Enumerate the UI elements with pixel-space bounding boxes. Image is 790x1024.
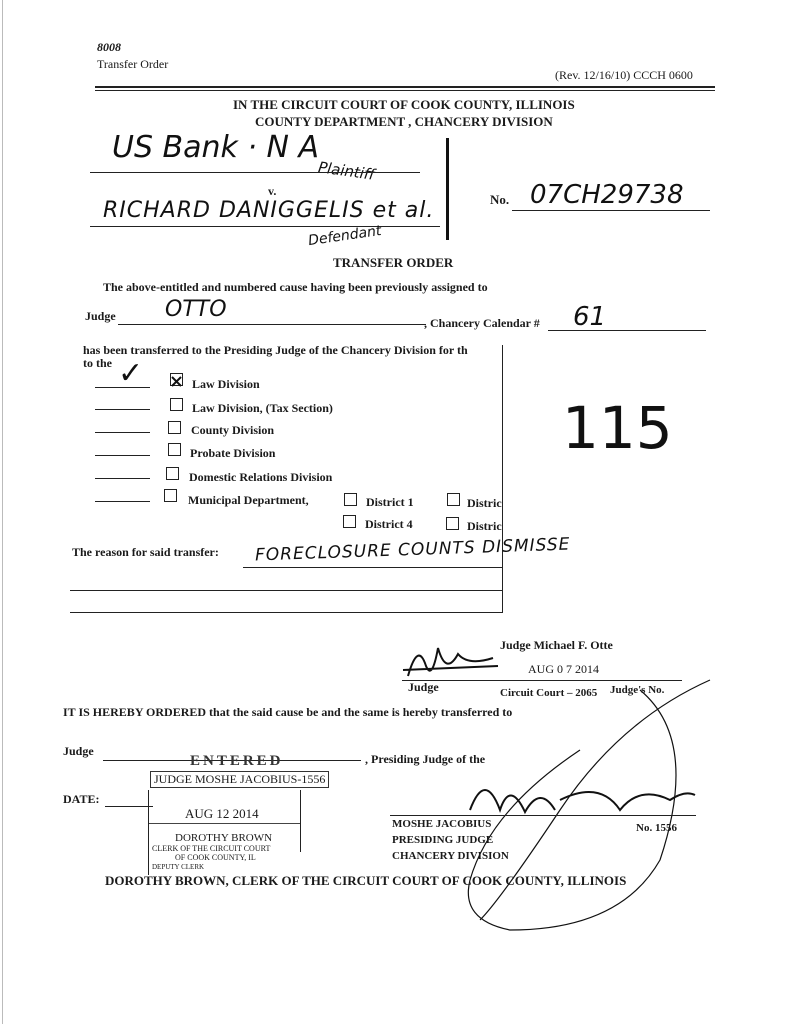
division-law: Law Division xyxy=(192,377,260,391)
assigned-judge-line xyxy=(118,324,426,325)
checkbox-x-icon xyxy=(171,376,182,387)
presiding-label: , Presiding Judge of the xyxy=(365,752,486,766)
probate-division-checkbox[interactable] xyxy=(168,443,181,456)
county-division-checkbox[interactable] xyxy=(168,421,181,434)
hand-check-mark: ✓ xyxy=(118,356,144,391)
reason-label: The reason for said transfer: xyxy=(72,545,219,559)
versus: v. xyxy=(268,184,277,198)
case-number-line xyxy=(512,210,710,211)
presiding-title-2: CHANCERY DIVISION xyxy=(392,850,509,862)
judge-no-label: Judge's No. xyxy=(610,684,665,696)
calendar-number: 61 xyxy=(573,302,607,332)
presiding-name: MOSHE JACOBIUS xyxy=(392,818,492,830)
ordered-judge-label: Judge xyxy=(63,744,94,758)
judge-label: Judge xyxy=(85,309,116,323)
clerk-footer: DOROTHY BROWN, CLERK OF THE CIRCUIT COURT OF COOK COUNTY, ILLINOIS xyxy=(105,873,627,888)
form-right-border xyxy=(502,345,503,613)
stamp-clerk-line-1: CLERK OF THE CIRCUIT COURT xyxy=(152,844,271,853)
district-1-checkbox[interactable] xyxy=(344,493,357,506)
judge-signature-name: Judge Michael F. Otte xyxy=(500,638,613,652)
circuit-court-no: Circuit Court – 2065 xyxy=(500,687,598,699)
law-tax-checkbox[interactable] xyxy=(170,398,183,411)
to-the-label: to the xyxy=(83,356,112,370)
law-division-checkbox[interactable] xyxy=(170,373,183,386)
division-probate: Probate Division xyxy=(190,446,276,460)
transferred-line: has been transferred to the Presiding Judge of the Chancery Division for th xyxy=(83,343,468,357)
district-5-label: Distric xyxy=(467,519,502,533)
district-2-label: Distric xyxy=(467,496,502,510)
court-line-2: COUNTY DEPARTMENT , CHANCERY DIVISION xyxy=(255,114,553,129)
presiding-title-1: PRESIDING JUDGE xyxy=(392,834,494,846)
stamp-clerk-name: DOROTHY BROWN xyxy=(175,832,273,844)
district-4-checkbox[interactable] xyxy=(343,515,356,528)
plaintiff-label: Plaintiff xyxy=(317,158,376,184)
district-5-checkbox[interactable] xyxy=(446,517,459,530)
assigned-judge: OTTO xyxy=(165,297,227,322)
division-county: County Division xyxy=(191,423,275,437)
district-2-checkbox[interactable] xyxy=(447,493,460,506)
judge-signature-date: AUG 0 7 2014 xyxy=(528,662,599,676)
calendar-line xyxy=(548,330,706,331)
domestic-relations-checkbox[interactable] xyxy=(166,467,179,480)
stamp-entered: ENTERED xyxy=(190,753,284,769)
presiding-no: No. 1556 xyxy=(636,822,677,834)
defendant-name: RICHARD DANIGGELIS et al. xyxy=(103,198,435,223)
margin-note: 115 xyxy=(562,394,673,462)
case-number: 07CH29738 xyxy=(530,180,684,210)
plaintiff-line xyxy=(90,172,420,173)
stamp-deputy: DEPUTY CLERK xyxy=(152,863,205,871)
assignment-intro: The above-entitled and numbered cause having been previously assigned to xyxy=(103,280,488,294)
division-municipal: Municipal Department, xyxy=(188,493,309,507)
defendant-line xyxy=(90,226,440,227)
date-label: DATE: xyxy=(63,792,100,806)
district-1-label: District 1 xyxy=(366,495,414,509)
reason-text: FORECLOSURE COUNTS DISMISSE xyxy=(254,534,571,566)
presiding-judge-signature xyxy=(440,660,720,940)
header-rule-thin xyxy=(95,90,715,91)
caption-divider xyxy=(446,138,449,240)
municipal-department-checkbox[interactable] xyxy=(164,489,177,502)
division-law-tax: Law Division, (Tax Section) xyxy=(192,401,333,415)
ordered-text: IT IS HEREBY ORDERED that the said cause be and the same is hereby transferred to xyxy=(63,705,513,719)
district-4-label: District 4 xyxy=(365,517,413,531)
court-line-1: IN THE CIRCUIT COURT OF COOK COUNTY, ILLINOIS xyxy=(233,97,575,112)
form-revision: (Rev. 12/16/10) CCCH 0600 xyxy=(555,68,693,82)
scan-edge xyxy=(2,0,3,1024)
header-rule xyxy=(95,86,715,88)
form-code: 8008 xyxy=(97,40,121,54)
order-title: TRANSFER ORDER xyxy=(333,255,454,270)
judge-signature-label: Judge xyxy=(408,680,439,694)
plaintiff-name: US Bank · N A xyxy=(112,130,319,165)
stamp-clerk-line-2: OF COOK COUNTY, IL xyxy=(175,853,256,862)
defendant-label: Defendant xyxy=(307,222,383,250)
form-name: Transfer Order xyxy=(97,57,169,71)
stamp-date: AUG 12 2014 xyxy=(185,806,259,821)
division-domestic-relations: Domestic Relations Division xyxy=(189,470,333,484)
stamp-judge: JUDGE MOSHE JACOBIUS-1556 xyxy=(150,771,329,788)
calendar-label: , Chancery Calendar # xyxy=(424,316,540,330)
case-no-label: No. xyxy=(490,192,510,207)
